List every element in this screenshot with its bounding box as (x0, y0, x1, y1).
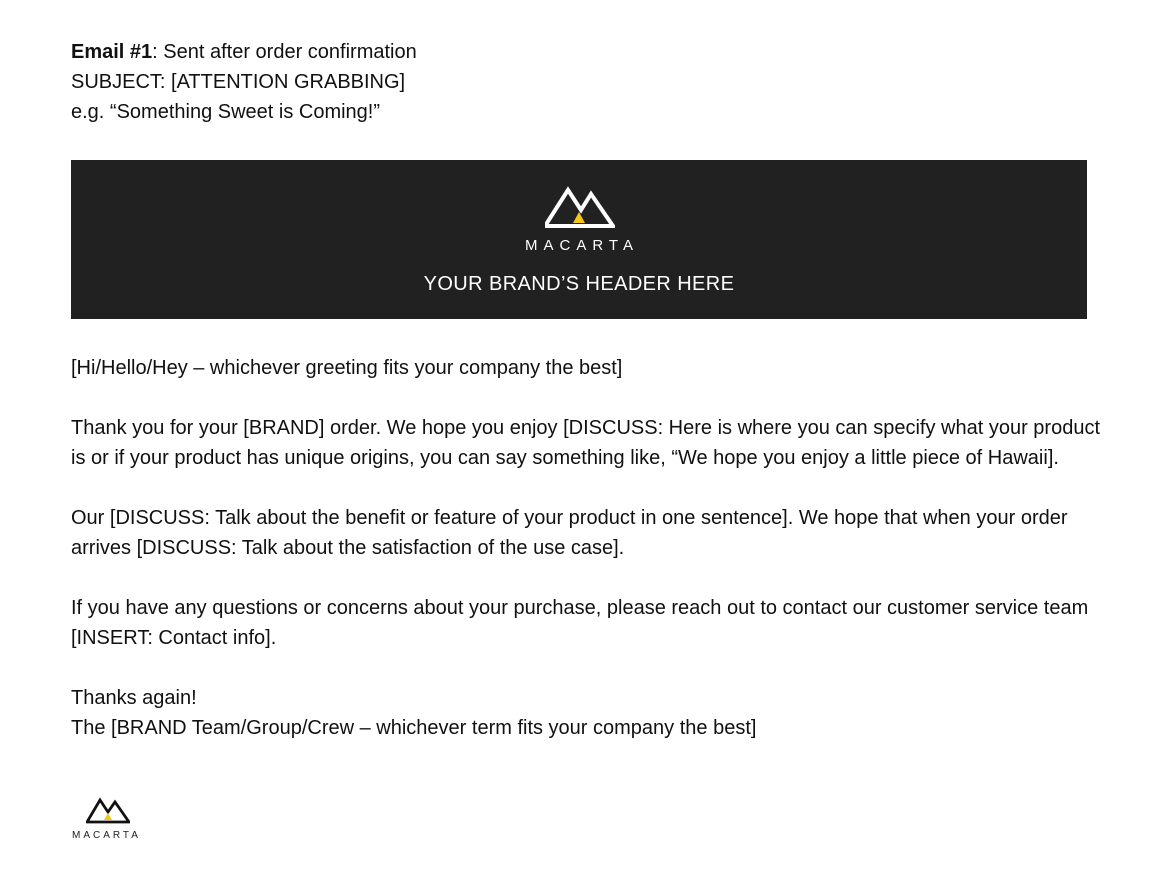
greeting-text: [Hi/Hello/Hey – whichever greeting fits your company the best] (71, 357, 623, 379)
banner-brand-wordmark: MACARTA (525, 237, 639, 254)
email-body (71, 353, 1101, 743)
subject-example: e.g. “Something Sweet is Coming!” (71, 101, 381, 123)
subject-line: SUBJECT: [ATTENTION GRABBING] (71, 71, 406, 93)
body-paragraph-2: Our [DISCUSS: Talk about the benefit or feature of your product in one sentence]. We hope that when your order arrives [DISCUSS: Talk about the satisfaction of the use case]. (71, 507, 1068, 559)
body-paragraph-1: Thank you for your [BRAND] order. We hope you enjoy [DISCUSS: Here is where you can specify what your product is or if your product has unique origins, you can say something like, “We hope you enjoy a little piece of Hawaii]. (71, 417, 1100, 469)
email-label: Email #1 (71, 41, 153, 63)
signoff-line-2: The [BRAND Team/Group/Crew – whichever term fits your company the best] (71, 717, 757, 739)
banner-header-text: YOUR BRAND’S HEADER HERE (423, 273, 735, 295)
brand-header-banner (71, 160, 1087, 319)
footer-logo (72, 796, 144, 846)
signoff-line-1: Thanks again! (71, 687, 197, 709)
mountain-logo-icon (86, 796, 130, 824)
footer-brand-wordmark: MACARTA (72, 830, 141, 841)
email-heading-line (71, 37, 1087, 67)
email-intro (71, 37, 1087, 127)
email-description: : Sent after order confirmation (152, 41, 417, 63)
mountain-logo-icon (545, 186, 615, 230)
body-paragraph-3: If you have any questions or concerns about your purchase, please reach out to contact our customer service team [INSERT: Contact info]. (71, 597, 1089, 649)
